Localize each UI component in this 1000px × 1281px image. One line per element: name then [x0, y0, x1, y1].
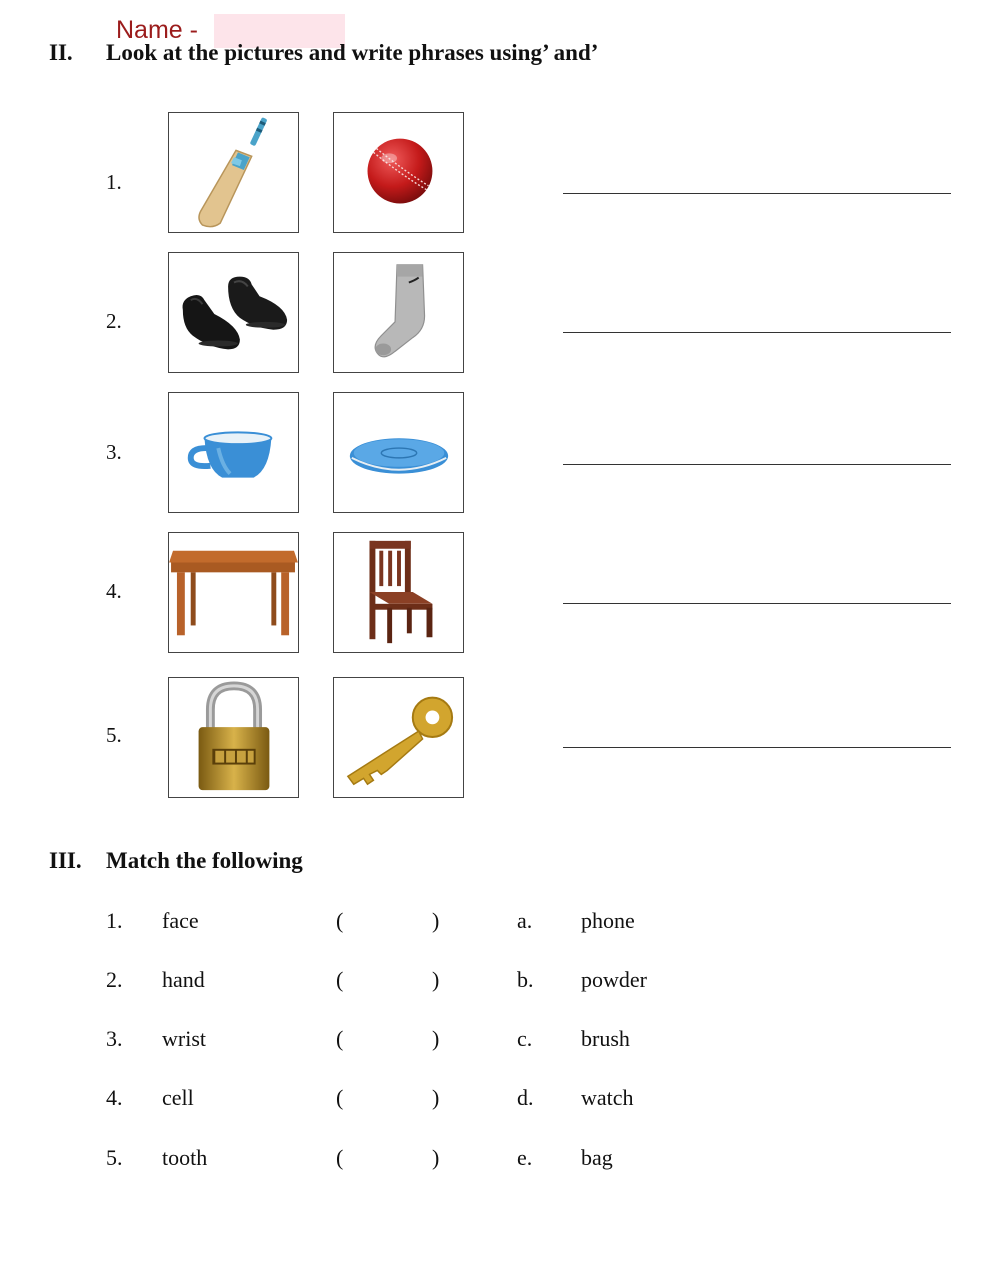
open-paren: (	[336, 1145, 344, 1170]
table-picture	[168, 532, 299, 653]
key-icon	[334, 678, 463, 797]
match-number: 2.	[106, 967, 123, 992]
close-paren: )	[432, 908, 440, 933]
open-paren: (	[336, 967, 344, 992]
match-option: bag	[581, 1145, 613, 1170]
match-option: powder	[581, 967, 647, 992]
match-word: wrist	[162, 1026, 206, 1051]
match-word: hand	[162, 967, 205, 992]
open-paren: (	[336, 908, 344, 933]
match-number: 4.	[106, 1085, 123, 1110]
name-label: Name -	[116, 16, 198, 44]
match-letter: b.	[517, 967, 534, 992]
match-word: cell	[162, 1085, 194, 1110]
answer-line[interactable]	[563, 168, 951, 194]
close-paren: )	[432, 1145, 440, 1170]
question-number: 3.	[106, 440, 122, 464]
match-letter: e.	[517, 1145, 533, 1170]
saucer-icon	[334, 393, 463, 512]
match-answer-input[interactable]	[348, 1026, 434, 1054]
match-option: brush	[581, 1026, 630, 1051]
match-row	[0, 1025, 1000, 1055]
saucer-picture	[333, 392, 464, 513]
match-answer-input[interactable]	[348, 967, 434, 995]
question-number: 2.	[106, 309, 122, 333]
match-answer-input[interactable]	[348, 1145, 434, 1173]
match-number: 3.	[106, 1026, 123, 1051]
match-number: 5.	[106, 1145, 123, 1170]
padlock-icon	[169, 678, 298, 797]
key-picture	[333, 677, 464, 798]
match-option: phone	[581, 908, 635, 933]
match-answer-input[interactable]	[348, 1085, 434, 1113]
sock-picture	[333, 252, 464, 373]
match-row	[0, 1144, 1000, 1174]
question-number: 5.	[106, 723, 122, 747]
section-2-title: Look at the pictures and write phrases using’ and’	[106, 40, 599, 65]
cricket-bat-picture	[168, 112, 299, 233]
match-row	[0, 966, 1000, 996]
cup-picture	[168, 392, 299, 513]
match-word: face	[162, 908, 199, 933]
shoes-icon	[169, 253, 298, 372]
match-answer-input[interactable]	[348, 908, 434, 936]
match-row	[0, 1084, 1000, 1114]
section-3-number: III.	[49, 848, 82, 873]
answer-line[interactable]	[563, 307, 951, 333]
open-paren: (	[336, 1085, 344, 1110]
chair-icon	[334, 533, 463, 652]
open-paren: (	[336, 1026, 344, 1051]
question-number: 4.	[106, 579, 122, 603]
cricket-bat-icon	[169, 113, 298, 232]
match-letter: d.	[517, 1085, 534, 1110]
sock-icon	[334, 253, 463, 372]
match-option: watch	[581, 1085, 634, 1110]
section-3-title: Match the following	[106, 848, 303, 873]
shoes-picture	[168, 252, 299, 373]
cricket-ball-picture	[333, 112, 464, 233]
match-letter: c.	[517, 1026, 533, 1051]
answer-line[interactable]	[563, 578, 951, 604]
padlock-picture	[168, 677, 299, 798]
answer-line[interactable]	[563, 722, 951, 748]
section-2-number: II.	[49, 40, 73, 65]
match-row	[0, 907, 1000, 937]
table-icon	[169, 533, 298, 652]
match-letter: a.	[517, 908, 533, 933]
close-paren: )	[432, 967, 440, 992]
question-number: 1.	[106, 170, 122, 194]
close-paren: )	[432, 1085, 440, 1110]
close-paren: )	[432, 1026, 440, 1051]
cricket-ball-icon	[334, 113, 463, 232]
match-word: tooth	[162, 1145, 208, 1170]
chair-picture	[333, 532, 464, 653]
match-number: 1.	[106, 908, 123, 933]
cup-icon	[169, 393, 298, 512]
answer-line[interactable]	[563, 439, 951, 465]
